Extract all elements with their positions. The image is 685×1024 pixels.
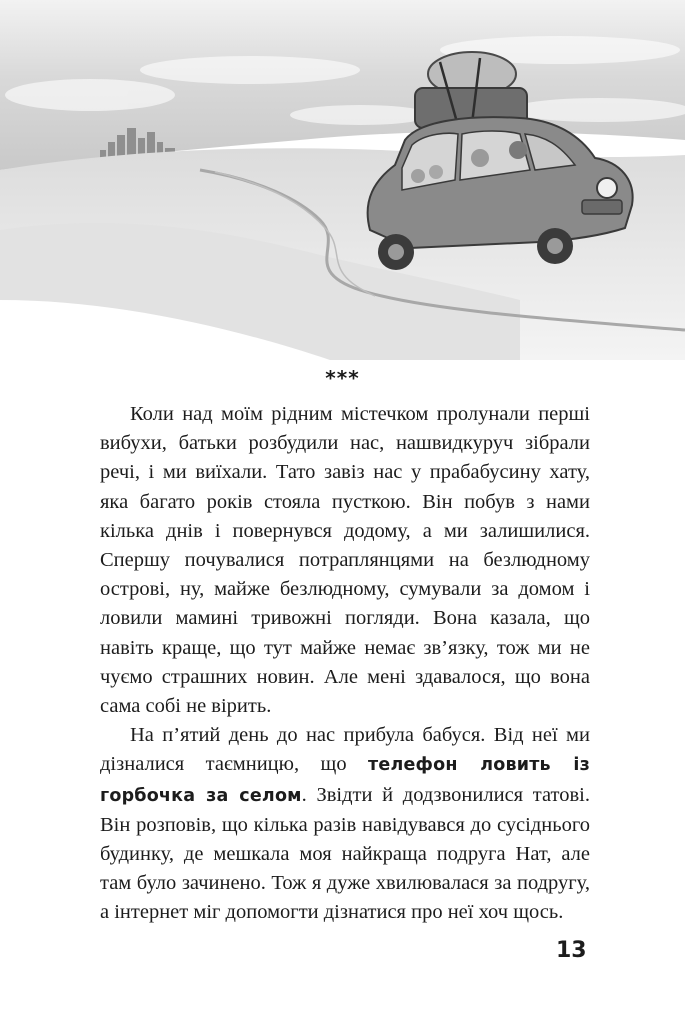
paragraph-2-end: . Звідти й додзвонилися татові. Він розповів, що кілька разів навідувався до сусіднього будинку, де мешкала моя найкраща подруга Нат, але там було зачинено. Тож я дуже хвилювалася за подругу, а інтернет міг допомогти дізнатися про неї хоч щось. bbox=[100, 783, 590, 924]
paragraph-2 bbox=[100, 721, 590, 927]
highlighted-phrase: телефон ловить із горбочка за селом bbox=[100, 755, 590, 806]
paragraph-1: Коли над моїм рідним містечком пролунали перші вибухи, батьки розбудили нас, нашвидкуруч зібрали речі, і ми виїхали. Тато завіз нас у прабабусину хату, яка багато років стояла пусткою. Він побув з нами кілька днів і повернувся додому, а ми залишилися. Спершу почувалися потраплянцями на безлюдному острові, ну, майже безлюдному, сумували за домом і ловили мамині тривожні погляди. Вона казала, що навіть краще, що тут майже немає зв’язку, тож ми не чуємо страшних новин. Але мені здавалося, що вона сама собі не вірить. bbox=[100, 403, 590, 718]
section-divider: *** bbox=[325, 366, 360, 390]
paragraph-2-start: На п’ятий день до нас прибула бабуся. Від неї ми дізналися таємницю, що bbox=[100, 724, 590, 776]
car-trip-illustration bbox=[0, 0, 685, 360]
body-text bbox=[100, 400, 590, 928]
page-number: 13 bbox=[556, 938, 587, 963]
